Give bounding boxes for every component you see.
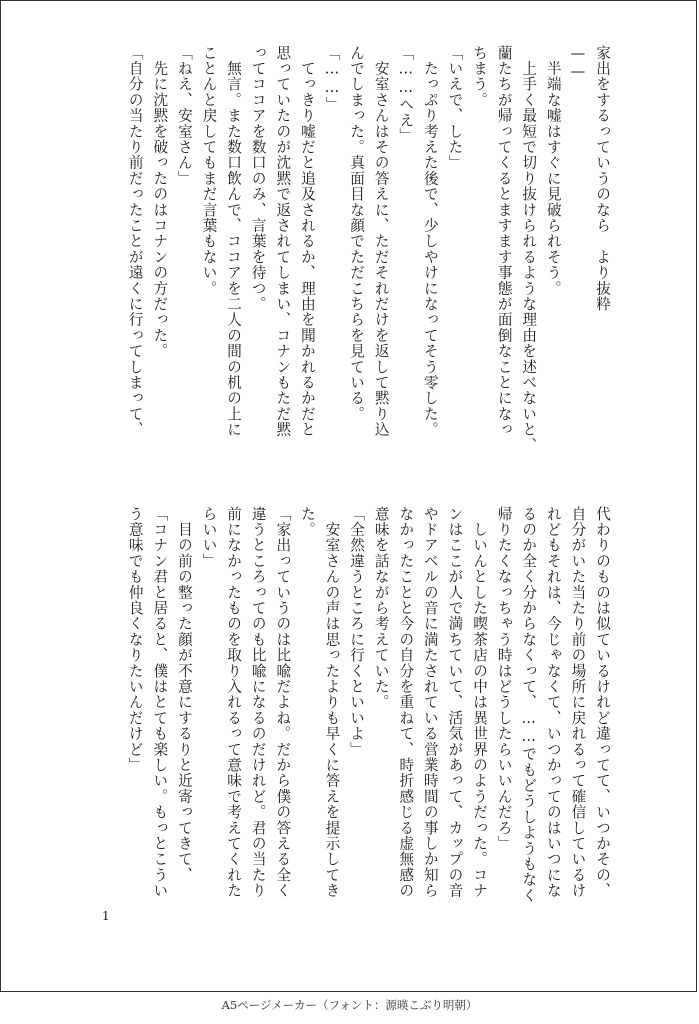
- text-column-bottom: [126, 506, 614, 946]
- text-line: 違うところってのも比喩になるのだけれど。君の当たり: [249, 506, 267, 899]
- text-line: 代わりのものは似ているけれど違ってて、いつかその、: [594, 506, 611, 899]
- text-line: 「コナン君と居ると、僕はとても楽しい。もっとこうい: [151, 506, 169, 899]
- text-line: ——: [569, 45, 587, 82]
- text-line: 前になかったものを取り入れるって意味で考えてくれた: [225, 506, 243, 899]
- text-line: 「ねえ、安室さん」: [175, 45, 193, 187]
- text-line: 安室さんはその答えに、ただそれだけを返して黙り込: [372, 45, 390, 438]
- text-line: やドアベルの音に満たされている営業時間の事しか知ら: [421, 506, 439, 899]
- text-line: 「全然違うところに行くといいよ」: [348, 506, 366, 758]
- text-line: れどもそれは、今じゃなくて、いつかってのはいつにな: [544, 506, 562, 899]
- text-column-top: [126, 45, 614, 485]
- text-line: 「……」: [323, 45, 341, 113]
- footer-caption: A5ページメーカー（フォント：源暎こぶり明朝）: [221, 998, 478, 1012]
- text-line: 「……へえ」: [397, 45, 415, 144]
- text-line: 先に沈黙を破ったのはコナンの方だった。: [151, 45, 169, 359]
- text-line: た。: [298, 506, 316, 538]
- text-line: 目の前の整った顔が不意にするりと近寄ってきて、: [175, 506, 193, 883]
- text-line: 帰りたくなっちゃう時はどうしたらいいんだろ」: [495, 506, 513, 852]
- text-line: るのか全く分からなくって、……でもどうしようもなく: [520, 506, 538, 904]
- text-line: ちまう。: [471, 45, 489, 108]
- text-line: 家出をするっていうのなら より抜粋: [594, 45, 611, 312]
- text-line: らいい」: [200, 506, 218, 569]
- text-line: ことんと戻してもまだ言葉もない。: [200, 45, 218, 297]
- text-line: たっぷり考えた後で、少しやけになってそう零した。: [421, 45, 439, 438]
- text-line: 「家出っていうのは比喩だよね。だから僕の答える全く: [274, 506, 292, 899]
- text-line: 無言。また数口飲んで、ココアを二人の間の机の上に: [225, 45, 243, 438]
- text-line: う意味でも仲良くなりたいんだけど」: [126, 506, 144, 773]
- text-line: 蘭たちが帰ってくるとますます事態が面倒なことになっ: [495, 45, 513, 438]
- text-line: なかったことと今の自分を重ねて、時折感じる虚無感の: [397, 506, 415, 899]
- text-line: ンはここが人で満ちていて、活気があって、カップの音: [446, 506, 464, 899]
- text-line: 「いえで、した」: [446, 45, 464, 171]
- text-line: 意味を話ながら考えていた。: [372, 506, 390, 711]
- text-line: てっきり嘘だと追及されるか、理由を聞かれるかだと: [298, 45, 316, 438]
- text-line: 上手く最短で切り抜けられるような理由を述べないと、: [520, 45, 538, 454]
- text-line: んでしまった。真面目な顔でただこちらを見ている。: [348, 45, 366, 422]
- page-number: 1: [102, 909, 110, 923]
- text-line: 安室さんの声は思ったよりも早くに答えを提示してき: [323, 506, 341, 899]
- text-line: ってココアを数口のみ、言葉を待つ。: [249, 45, 267, 312]
- text-line: 半端な嘘はすぐに見破られそう。: [544, 45, 562, 297]
- text-line: 自分がいた当たり前の場所に戻れるって確信しているけ: [569, 506, 587, 899]
- text-line: 「自分の当たり前だったことが遠くに行ってしまって、: [126, 45, 144, 438]
- text-line: 思っていたのが沈黙で返されてしまい、コナンもただ黙: [274, 45, 292, 438]
- text-line: しいんとした喫茶店の中は異世界のようだった。コナ: [471, 506, 489, 899]
